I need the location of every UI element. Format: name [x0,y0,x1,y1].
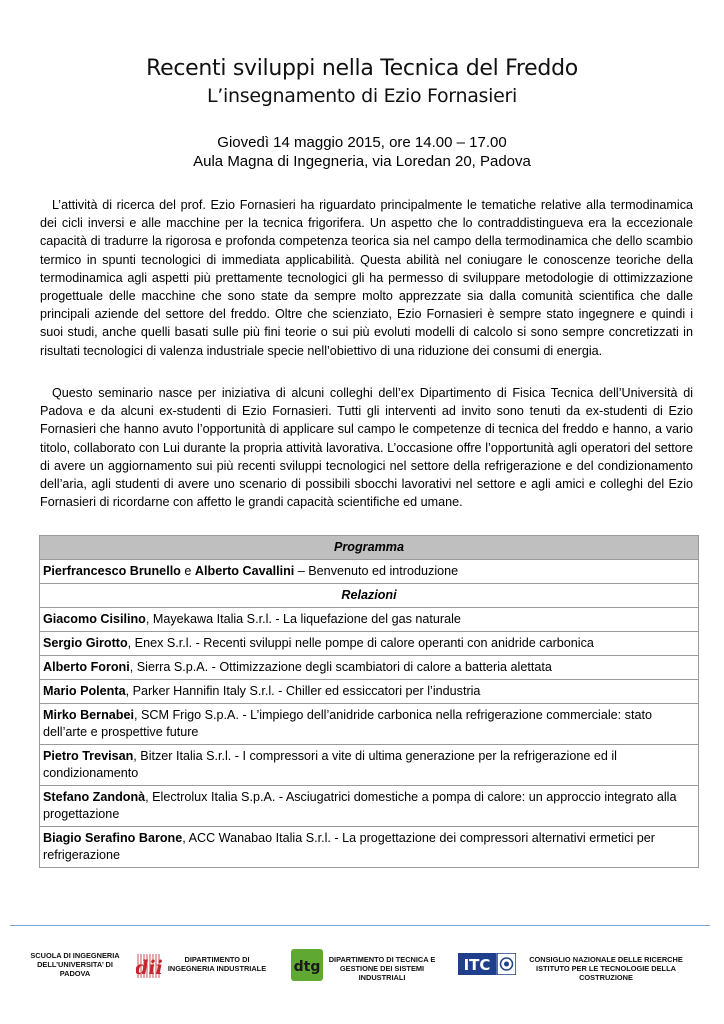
speaker-name: Stefano Zandonà [43,790,146,804]
talk-title: , ACC Wanabao Italia S.r.l. - La progettazione dei compressori alternativi ermetici per refrigerazione [43,831,655,862]
dtg-label: DIPARTIMENTO DI TECNICA E GESTIONE DEI SISTEMI INDUSTRIALI [328,955,436,982]
talk-title: , Parker Hannifin Italy S.r.l. - Chiller ed essiccatori per l’industria [125,684,481,698]
talk-row [40,745,699,786]
speaker-name: Sergio Girotto [43,636,128,650]
footer-divider [10,925,710,926]
event-date: Giovedì 14 maggio 2015, ore 14.00 – 17.00 [217,134,507,151]
unipd-label: SCUOLA DI INGEGNERIA DELL’UNIVERSITA’ DI PADOVA [30,951,120,978]
talk-row [40,704,699,745]
intro-paragraph: L’attività di ricerca del prof. Ezio Fornasieri ha riguardato principalmente le tematiche relative alla termodinamica dei cicli inversi e alle macchine per la tecnica frigorifera. Un aspetto che lo contraddistingueva era la eccezionale capacità di tradurre la rigorosa e profonda competenza teorica sia nel campo della termodinamica che dello scambio termico in spunti tecnologici di immediata applicabilità. Questa abilità nel coniugare le conoscenze teoriche della termodinamica agli aspetti più prettamente tecnologici gli ha permesso di sviluppare metodologie di ottimizzazione progettuale delle macchine che sono state da sempre molto apprezzate sia dalla comunità scientifica che dalle principali aziende del settore del freddo. Oltre che scienziato, Ezio Fornasieri è sempre stato ingegnere e quindi i suoi studi, anche quelli basati sulle più fini teorie o sui più evoluti modelli di calcolo si sono sempre concretizzati in risultati tecnologici di valenza industriale specie nell’obiettivo di una riduzione dei consumi di energia. [40,198,693,358]
talk-title: – Benvenuto ed introduzione [294,564,459,578]
speaker-name: Mario Polenta [43,684,126,698]
talk-row [40,680,699,704]
event-location: Aula Magna di Ingegneria, via Loredan 20, Padova [193,153,531,170]
document-subtitle: L’insegnamento di Ezio Fornasieri [206,85,518,107]
talk-row [40,827,699,868]
speaker-name: Mirko Bernabei [43,708,134,722]
talk-title: , SCM Frigo S.p.A. - L’impiego dell’anidride carbonica nella refrigerazione commerciale: stato dell’arte e prospettive future [43,708,652,739]
dii-logo [136,950,164,985]
dtg-logo-text: dtg [293,959,321,975]
itc-logo [458,953,516,980]
talk-title: , Enex S.r.l. - Recenti sviluppi nelle pompe di calore operanti con anidride carbonica [127,636,594,650]
speaker-name: Pietro Trevisan [43,749,134,763]
dtg-logo [291,949,323,986]
programme-table [39,535,699,868]
seminar-paragraph: Questo seminario nasce per iniziativa di alcuni colleghi dell’ex Dipartimento di Fisica Tecnica dell’Università di Padova e da alcuni ex-studenti di Ezio Fornasieri. Tutti gli interventi ad invito sono tenuti da ex-studenti di Ezio Fornasieri che hanno avuto l’opportunità di applicare sul campo le competenze di tecnica del freddo e hanno, a vario titolo, collaborato con Lui durante la propria attività lavorativa. L’occasione offre l’opportunità agli operatori del settore di avere un aggiornamento sui più recenti sviluppi tecnologici nel settore della refrigerazione e del condizionamento dell’aria, agli studenti di avere uno scenario di possibili sbocchi lavorativi nel settore e agli amici e colleghi del Ezio Fornasieri di ricordarne con affetto le grandi capacità scientifiche ed umane. [40,386,693,510]
dii-logo-text: dii [136,957,163,979]
talk-row [40,608,699,632]
talk-row [40,632,699,656]
speaker-name: Alberto Cavallini [194,564,295,578]
speaker-name: Pierfrancesco Brunello [43,564,181,578]
talk-title: , Electrolux Italia S.p.A. - Asciugatrici domestiche a pompa di calore: un approccio integrato alla progettazione [43,790,677,821]
speaker-name: Biagio Serafino Barone [43,831,183,845]
event-info [0,133,724,171]
programme-heading: Programma [40,536,699,560]
itc-label: CONSIGLIO NAZIONALE DELLE RICERCHE ISTITUTO PER LE TECNOLOGIE DELLA COSTRUZIONE [529,955,683,982]
talk-row [40,656,699,680]
talk-row [40,786,699,827]
talk-title: , Mayekawa Italia S.r.l. - La liquefazione del gas naturale [145,612,461,626]
talk-title: , Bitzer Italia S.r.l. - I compressori a vite di ultima generazione per la refrigerazione ed il condizionamento [43,749,617,780]
talk-title: , Sierra S.p.A. - Ottimizzazione degli scambiatori di calore a batteria alettata [129,660,552,674]
dii-label: DIPARTIMENTO DI INGEGNERIA INDUSTRIALE [167,955,267,973]
itc-logo-text: ITC [463,956,491,974]
talks-heading: Relazioni [40,584,699,608]
speaker-name: Giacomo Cisilino [43,612,146,626]
speaker-name: Alberto Foroni [43,660,130,674]
welcome-row [40,560,699,584]
joiner-text: e [180,564,195,578]
document-title: Recenti sviluppi nella Tecnica del Freddo [146,56,578,81]
